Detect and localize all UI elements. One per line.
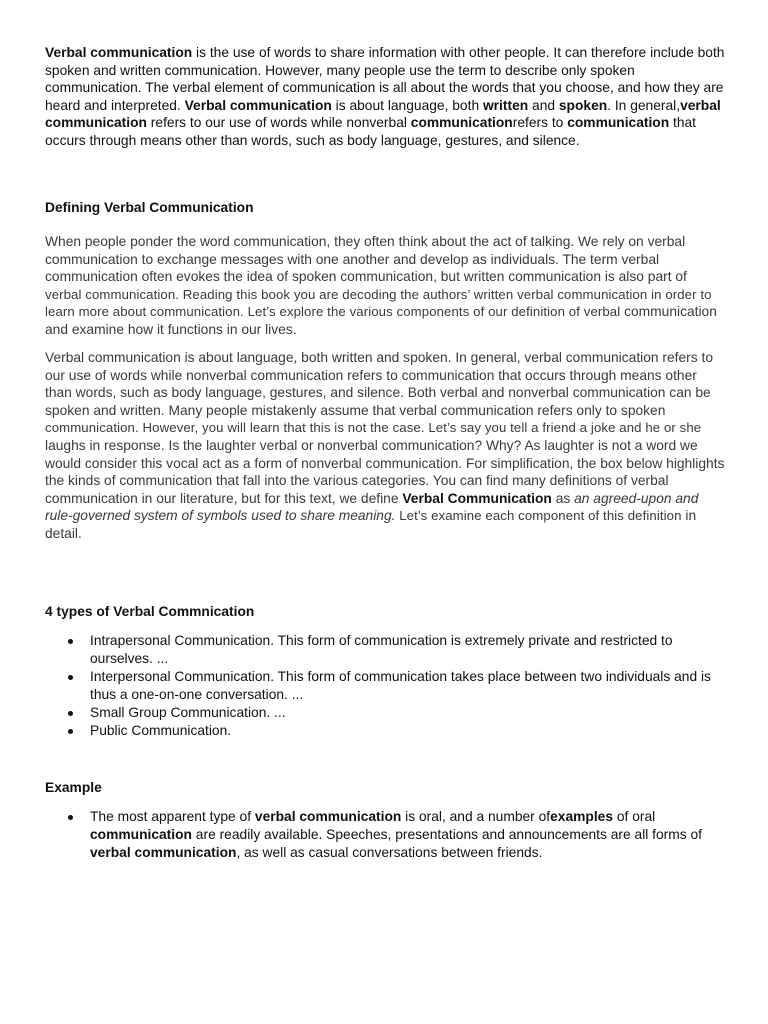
types-heading: 4 types of Verbal Commnication: [45, 604, 255, 619]
list-item: Public Communication.: [45, 722, 725, 740]
defining-paragraph-2: Verbal communication is about language, both written and spoken. In general, verbal communication refers to our use of words while nonverbal communication refers to communication that occurs through means other than words, such as body language, gestures, and silence. Both verbal and nonverbal communication can be spoken and written. Many people mistakenly assume that verbal communication refers only to spoken communication. However, you will learn that this is not the case. Let’s say you tell a friend a joke and he or she laughs in response. Is the laughter verbal or nonverbal communication? Why? As laughter is not a word we would consider this vocal act as a form of nonverbal communication. For simplification, the box below highlights the kinds of communication that fall into the various categories. You can find many definitions of verbal communication in our literature, but for this text, we define Verbal Communication as an agreed-upon and rule-governed system of symbols used to share meaning. Let’s examine each component of this definition in detail.: [45, 350, 725, 541]
example-list: [45, 808, 725, 862]
types-list: [45, 632, 725, 740]
list-item: Interpersonal Communication. This form of communication takes place between two individuals and is thus a one-on-one conversation. ...: [45, 668, 725, 704]
list-item: Small Group Communication. ...: [45, 704, 725, 722]
intro-paragraph: Verbal communication is the use of words to share information with other people. It can therefore include both spoken and written communication. However, many people use the term to describe only spoken communication. The verbal element of communication is all about the words that you choose, and how they are heard and interpreted. Verbal communication is about language, both written and spoken. In general,verbal communication refers to our use of words while nonverbal communicationrefers to communication that occurs through means other than words, such as body language, gestures, and silence.: [45, 45, 725, 148]
defining-paragraph-1: When people ponder the word communication, they often think about the act of talking. We rely on verbal communication to exchange messages with one another and develop as individuals. The term verbal communication often evokes the idea of spoken communication, but written communication is also part of verbal communication. Reading this book you are decoding the authors’ written verbal communication in order to learn more about communication. Let’s explore the various components of our definition of verbal communication and examine how it functions in our lives.: [45, 234, 717, 337]
list-item: Intrapersonal Communication. This form of communication is extremely private and restricted to ourselves. ...: [45, 632, 725, 668]
example-heading: Example: [45, 780, 102, 795]
defining-heading: Defining Verbal Communication: [45, 200, 254, 215]
list-item: The most apparent type of verbal communication is oral, and a number ofexamples of oral communication are readily available. Speeches, presentations and announcements are all forms of verbal communication, as well as casual conversations between friends.: [45, 808, 725, 862]
intro-term: Verbal communication: [45, 45, 193, 60]
